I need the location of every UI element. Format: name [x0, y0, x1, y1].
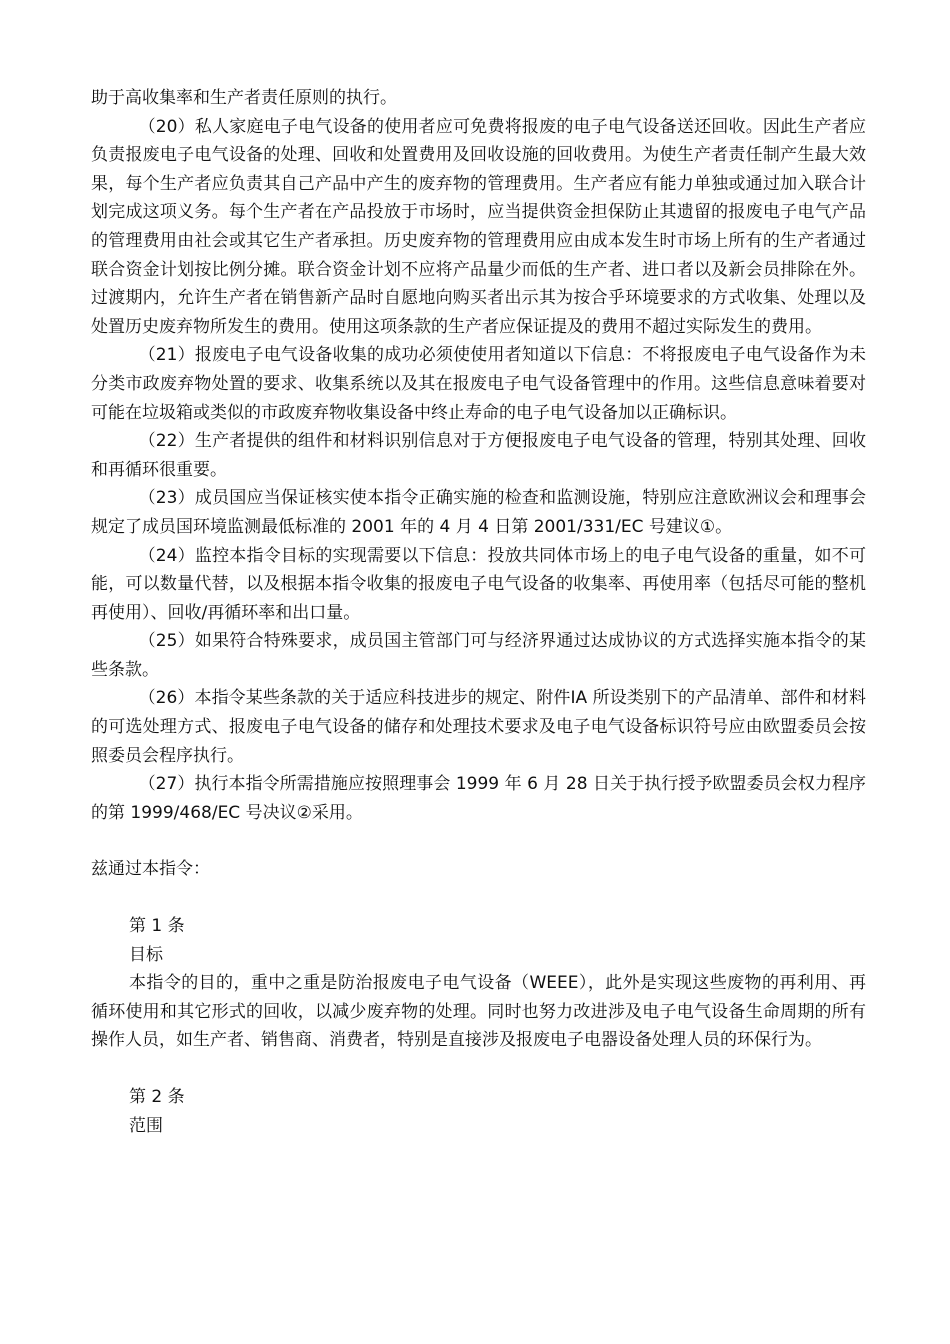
spacer	[91, 827, 866, 855]
document-page	[91, 84, 866, 1140]
adoption-statement: 兹通过本指令：	[91, 859, 210, 880]
recital-23: （23）成员国应当保证核实使本指令正确实施的检查和监测设施，特别应注意欧洲议会和理事会规定了成员国环境监测最低标准的 2001 年的 4 月 4 日第 2001/331/EC 号建议①。	[91, 488, 866, 537]
intro-tail-text: 助于高收集率和生产者责任原则的执行。	[91, 88, 397, 108]
article-2-title: 范围	[129, 1115, 163, 1136]
article-2-number: 第 2 条	[129, 1087, 185, 1107]
article-1-number: 第 1 条	[129, 916, 185, 937]
recital-26: （26）本指令某些条款的关于适应科技进步的规定、附件ⅠA 所设类别下的产品清单、部件和材料的可选处理方式、报废电子电气设备的储存和处理技术要求及电子电气设备标识符号应由欧盟委员会按照委员会程序执行。	[91, 688, 866, 766]
article-1-title: 目标	[129, 944, 163, 965]
article-1-body: 本指令的目的，重中之重是防治报废电子电气设备（WEEE），此外是实现这些废物的再利用、再循环使用和其它形式的回收，以减少废弃物的处理。同时也努力改进涉及电子电气设备生命周期的所有操作人员，如生产者、销售商、消费者，特别是直接涉及报废电子电器设备处理人员的环保行为。	[91, 973, 866, 1051]
recital-25: （25）如果符合特殊要求，成员国主管部门可与经济界通过达成协议的方式选择实施本指令的某些条款。	[91, 631, 866, 680]
recital-20: （20）私人家庭电子电气设备的使用者应可免费将报废的电子电气设备送还回收。因此生产者应负责报废电子电气设备的处理、回收和处置费用及回收设施的回收费用。为使生产者责任制产生最大效果，每个生产者应负责其自己产品中产生的废弃物的管理费用。生产者应有能力单独或通过加入联合计划完成这项义务。每个生产者在产品投放于市场时，应当提供资金担保防止其遗留的报废电子电气产品的管理费用由社会或其它生产者承担。历史废弃物的管理费用应由成本发生时市场上所有的生产者通过联合资金计划按比例分摊。联合资金计划不应将产品量少而低的生产者、进口者以及新会员排除在外。过渡期内，允许生产者在销售新产品时自愿地向购买者出示其为按合乎环境要求的方式收集、处理以及处置历史废弃物所发生的费用。使用这项条款的生产者应保证提及的费用不超过实际发生的费用。	[91, 116, 866, 337]
recital-22: （22）生产者提供的组件和材料识别信息对于方便报废电子电气设备的管理，特别其处理、回收和再循环很重要。	[91, 431, 866, 480]
recital-24: （24）监控本指令目标的实现需要以下信息：投放共同体市场上的电子电气设备的重量，如不可能，可以数量代替，以及根据本指令收集的报废电子电气设备的收集率、再使用率（包括尽可能的整机再使用）、回收/再循环率和出口量。	[91, 545, 866, 623]
spacer	[91, 1055, 866, 1083]
spacer	[91, 884, 866, 912]
recital-21: （21）报废电子电气设备收集的成功必须使使用者知道以下信息：不将报废电子电气设备作为未分类市政废弃物处置的要求、收集系统以及其在报废电子电气设备管理中的作用。这些信息意味着要对可能在垃圾箱或类似的市政废弃物收集设备中终止寿命的电子电气设备加以正确标识。	[91, 345, 866, 423]
recital-27: （27）执行本指令所需措施应按照理事会 1999 年 6 月 28 日关于执行授予欧盟委员会权力程序的第 1999/468/EC 号决议②采用。	[91, 774, 866, 823]
